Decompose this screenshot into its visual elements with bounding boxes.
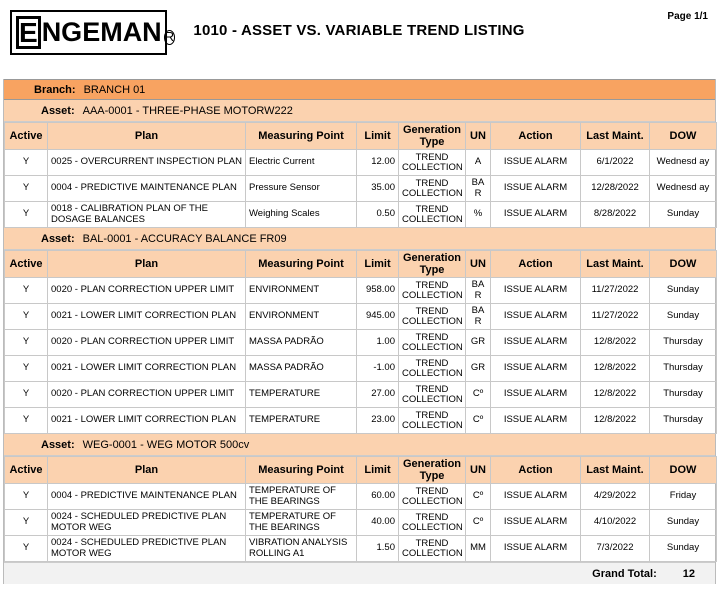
limit-cell: 0.50 — [357, 202, 399, 228]
action-cell: ISSUE ALARM — [491, 536, 581, 562]
table-row — [5, 330, 717, 356]
last-maint-cell: 12/8/2022 — [581, 330, 650, 356]
logo-initial: E — [16, 16, 41, 49]
action-cell: ISSUE ALARM — [491, 510, 581, 536]
last-maint-header: Last Maint. — [581, 123, 650, 150]
action-cell: ISSUE ALARM — [491, 408, 581, 434]
limit-cell: 12.00 — [357, 150, 399, 176]
measuring-point-cell: TEMPERATURE OF THE BEARINGS — [246, 484, 357, 510]
generation-type-cell: TREND COLLECTION — [399, 202, 466, 228]
dow-cell: Thursday — [650, 330, 717, 356]
generation-type-cell: TREND COLLECTION — [399, 330, 466, 356]
asset-bar — [4, 434, 715, 456]
active-cell: Y — [5, 382, 48, 408]
limit-cell: 35.00 — [357, 176, 399, 202]
asset-table — [4, 250, 717, 434]
logo-text: NGEMAN — [41, 17, 162, 47]
action-cell: ISSUE ALARM — [491, 304, 581, 330]
measuring-point-cell: Electric Current — [246, 150, 357, 176]
action-cell: ISSUE ALARM — [491, 202, 581, 228]
active-cell: Y — [5, 510, 48, 536]
dow-cell: Friday — [650, 484, 717, 510]
table-row — [5, 356, 717, 382]
table-header-row — [5, 251, 717, 278]
plan-cell: 0025 - OVERCURRENT INSPECTION PLAN — [48, 150, 246, 176]
dow-cell: Thursday — [650, 382, 717, 408]
dow-cell: Sunday — [650, 536, 717, 562]
limit-cell: -1.00 — [357, 356, 399, 382]
grand-total-label: Grand Total: — [592, 567, 657, 580]
plan-cell: 0024 - SCHEDULED PREDICTIVE PLAN MOTOR WEG — [48, 536, 246, 562]
last-maint-header: Last Maint. — [581, 457, 650, 484]
asset-bar — [4, 100, 715, 122]
plan-cell: 0020 - PLAN CORRECTION UPPER LIMIT — [48, 278, 246, 304]
limit-cell: 958.00 — [357, 278, 399, 304]
asset-label: Asset: — [41, 438, 75, 451]
limit-cell: 1.50 — [357, 536, 399, 562]
asset-label: Asset: — [41, 104, 75, 117]
active-cell: Y — [5, 202, 48, 228]
asset-bar — [4, 228, 715, 250]
last-maint-cell: 12/8/2022 — [581, 408, 650, 434]
action-header: Action — [491, 123, 581, 150]
last-maint-cell: 4/10/2022 — [581, 510, 650, 536]
limit-cell: 23.00 — [357, 408, 399, 434]
dow-cell: Wednesd ay — [650, 150, 717, 176]
measuring-point-header: Measuring Point — [246, 457, 357, 484]
active-cell: Y — [5, 330, 48, 356]
generation-type-cell: TREND COLLECTION — [399, 408, 466, 434]
limit-cell: 27.00 — [357, 382, 399, 408]
un-cell: Cº — [466, 382, 491, 408]
last-maint-cell: 12/28/2022 — [581, 176, 650, 202]
measuring-point-cell: ENVIRONMENT — [246, 304, 357, 330]
active-header: Active — [5, 251, 48, 278]
measuring-point-cell: Pressure Sensor — [246, 176, 357, 202]
generation-type-cell: TREND COLLECTION — [399, 356, 466, 382]
measuring-point-cell: ENVIRONMENT — [246, 278, 357, 304]
plan-cell: 0004 - PREDICTIVE MAINTENANCE PLAN — [48, 484, 246, 510]
table-row — [5, 484, 717, 510]
plan-cell: 0018 - CALIBRATION PLAN OF THE DOSAGE BALANCES — [48, 202, 246, 228]
dow-cell: Sunday — [650, 304, 717, 330]
report-body — [3, 79, 716, 584]
generation-type-cell: TREND COLLECTION — [399, 278, 466, 304]
dow-cell: Sunday — [650, 278, 717, 304]
active-cell: Y — [5, 484, 48, 510]
branch-value: BRANCH 01 — [83, 83, 146, 96]
measuring-point-header: Measuring Point — [246, 251, 357, 278]
page-number: Page 1/1 — [667, 11, 708, 22]
generation-type-cell: TREND COLLECTION — [399, 536, 466, 562]
limit-cell: 60.00 — [357, 484, 399, 510]
plan-header: Plan — [48, 251, 246, 278]
dow-header: DOW — [650, 457, 717, 484]
plan-cell: 0021 - LOWER LIMIT CORRECTION PLAN — [48, 356, 246, 382]
table-row — [5, 536, 717, 562]
un-cell: % — [466, 202, 491, 228]
table-row — [5, 202, 717, 228]
action-header: Action — [491, 457, 581, 484]
plan-cell: 0021 - LOWER LIMIT CORRECTION PLAN — [48, 408, 246, 434]
dow-header: DOW — [650, 251, 717, 278]
plan-header: Plan — [48, 123, 246, 150]
un-header: UN — [466, 457, 491, 484]
asset-table — [4, 122, 717, 228]
last-maint-cell: 6/1/2022 — [581, 150, 650, 176]
plan-cell: 0020 - PLAN CORRECTION UPPER LIMIT — [48, 330, 246, 356]
dow-cell: Thursday — [650, 356, 717, 382]
last-maint-cell: 8/28/2022 — [581, 202, 650, 228]
measuring-point-cell: TEMPERATURE — [246, 408, 357, 434]
table-row — [5, 150, 717, 176]
plan-cell: 0021 - LOWER LIMIT CORRECTION PLAN — [48, 304, 246, 330]
un-cell: BA R — [466, 278, 491, 304]
active-cell: Y — [5, 150, 48, 176]
active-cell: Y — [5, 176, 48, 202]
table-row — [5, 408, 717, 434]
registered-mark-icon: R — [164, 29, 175, 44]
limit-header: Limit — [357, 457, 399, 484]
un-cell: BA R — [466, 176, 491, 202]
dow-cell: Sunday — [650, 510, 717, 536]
table-row — [5, 278, 717, 304]
branch-bar — [4, 79, 715, 100]
plan-cell: 0004 - PREDICTIVE MAINTENANCE PLAN — [48, 176, 246, 202]
dow-cell: Sunday — [650, 202, 717, 228]
action-cell: ISSUE ALARM — [491, 330, 581, 356]
measuring-point-cell: TEMPERATURE OF THE BEARINGS — [246, 510, 357, 536]
report-title: 1010 - ASSET VS. VARIABLE TREND LISTING — [193, 22, 525, 39]
measuring-point-cell: MASSA PADRÃO — [246, 330, 357, 356]
limit-cell: 40.00 — [357, 510, 399, 536]
un-cell: GR — [466, 330, 491, 356]
asset-value: WEG-0001 - WEG MOTOR 500cv — [82, 438, 250, 451]
last-maint-cell: 7/3/2022 — [581, 536, 650, 562]
asset-label: Asset: — [41, 232, 75, 245]
grand-total-bar — [4, 562, 715, 584]
dow-cell: Thursday — [650, 408, 717, 434]
action-cell: ISSUE ALARM — [491, 150, 581, 176]
generation-type-cell: TREND COLLECTION — [399, 304, 466, 330]
measuring-point-cell: MASSA PADRÃO — [246, 356, 357, 382]
table-header-row — [5, 457, 717, 484]
un-cell: Cº — [466, 484, 491, 510]
un-header: UN — [466, 251, 491, 278]
action-cell: ISSUE ALARM — [491, 176, 581, 202]
un-cell: Cº — [466, 510, 491, 536]
asset-value: AAA-0001 - THREE-PHASE MOTORW222 — [82, 104, 293, 117]
assets-container — [4, 100, 715, 562]
last-maint-header: Last Maint. — [581, 251, 650, 278]
un-header: UN — [466, 123, 491, 150]
measuring-point-header: Measuring Point — [246, 123, 357, 150]
un-cell: BA R — [466, 304, 491, 330]
generation-type-cell: TREND COLLECTION — [399, 176, 466, 202]
generation-type-header: Generation Type — [399, 457, 466, 484]
measuring-point-cell: VIBRATION ANALYSIS ROLLING A1 — [246, 536, 357, 562]
un-cell: A — [466, 150, 491, 176]
action-cell: ISSUE ALARM — [491, 382, 581, 408]
generation-type-cell: TREND COLLECTION — [399, 150, 466, 176]
table-row — [5, 510, 717, 536]
generation-type-cell: TREND COLLECTION — [399, 510, 466, 536]
dow-header: DOW — [650, 123, 717, 150]
action-cell: ISSUE ALARM — [491, 484, 581, 510]
un-cell: Cº — [466, 408, 491, 434]
generation-type-cell: TREND COLLECTION — [399, 382, 466, 408]
plan-cell: 0024 - SCHEDULED PREDICTIVE PLAN MOTOR WEG — [48, 510, 246, 536]
generation-type-cell: TREND COLLECTION — [399, 484, 466, 510]
last-maint-cell: 11/27/2022 — [581, 278, 650, 304]
active-cell: Y — [5, 356, 48, 382]
limit-cell: 945.00 — [357, 304, 399, 330]
active-cell: Y — [5, 304, 48, 330]
action-cell: ISSUE ALARM — [491, 278, 581, 304]
action-header: Action — [491, 251, 581, 278]
asset-value: BAL-0001 - ACCURACY BALANCE FR09 — [82, 232, 287, 245]
un-cell: MM — [466, 536, 491, 562]
report-header — [0, 0, 718, 80]
table-header-row — [5, 123, 717, 150]
last-maint-cell: 12/8/2022 — [581, 356, 650, 382]
asset-table — [4, 456, 717, 562]
un-cell: GR — [466, 356, 491, 382]
last-maint-cell: 4/29/2022 — [581, 484, 650, 510]
branch-label: Branch: — [34, 83, 76, 96]
table-row — [5, 176, 717, 202]
active-cell: Y — [5, 536, 48, 562]
action-cell: ISSUE ALARM — [491, 356, 581, 382]
generation-type-header: Generation Type — [399, 251, 466, 278]
limit-header: Limit — [357, 123, 399, 150]
active-cell: Y — [5, 278, 48, 304]
plan-cell: 0020 - PLAN CORRECTION UPPER LIMIT — [48, 382, 246, 408]
active-header: Active — [5, 457, 48, 484]
table-row — [5, 382, 717, 408]
active-cell: Y — [5, 408, 48, 434]
limit-cell: 1.00 — [357, 330, 399, 356]
measuring-point-cell: TEMPERATURE — [246, 382, 357, 408]
table-row — [5, 304, 717, 330]
last-maint-cell: 12/8/2022 — [581, 382, 650, 408]
grand-total-value: 12 — [682, 567, 695, 580]
dow-cell: Wednesd ay — [650, 176, 717, 202]
plan-header: Plan — [48, 457, 246, 484]
active-header: Active — [5, 123, 48, 150]
limit-header: Limit — [357, 251, 399, 278]
generation-type-header: Generation Type — [399, 123, 466, 150]
last-maint-cell: 11/27/2022 — [581, 304, 650, 330]
measuring-point-cell: Weighing Scales — [246, 202, 357, 228]
